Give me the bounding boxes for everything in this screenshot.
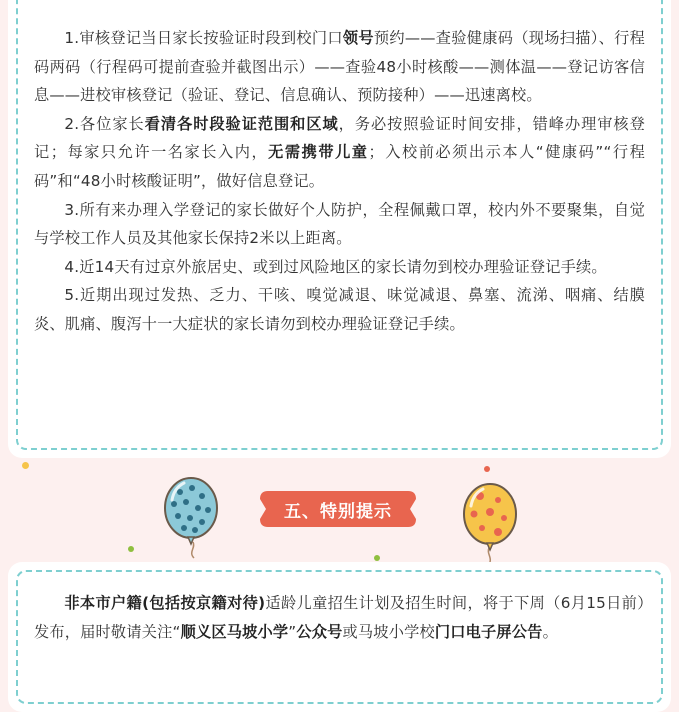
body-text: 。 (542, 623, 558, 641)
confetti-dot-icon (484, 466, 490, 472)
special-notice-text (34, 589, 645, 647)
body-text: 1.审核登记当日家长按验证时段到校门口 (64, 29, 343, 47)
notice-item (34, 24, 645, 110)
notice-item (34, 253, 645, 282)
body-text: ；入校前必须出示本人“健康码”“行程码”和“48小时核酸证明”，做好信息登记。 (34, 143, 645, 190)
emphasis-text: 公众号 (296, 623, 343, 641)
body-text: ” (288, 623, 297, 641)
body-text: ，务必按照验证时间安排，错峰办理审核登记；每家只允许一名家长入内， (34, 114, 645, 162)
balloon-yellow-icon (458, 480, 522, 570)
emphasis-text: 领号 (342, 29, 374, 47)
section-header (258, 488, 418, 530)
special-notice-paragraph (34, 589, 645, 647)
notice-list (34, 24, 645, 339)
body-text: 或马坡小学校 (342, 623, 435, 641)
notice-item (34, 281, 645, 338)
notice-item (34, 196, 645, 253)
emphasis-text: 非本市户籍(包括按京籍对待) (64, 594, 266, 612)
section-title: 五、特别提示 (284, 502, 392, 522)
emphasis-text: 顺义区马坡小学 (180, 623, 289, 641)
body-text: 3.所有来办理入学登记的家长做好个人防护，全程佩戴口罩，校内外不要聚集，自觉与学校工作人员及其他家长保持2米以上距离。 (34, 200, 645, 248)
emphasis-text: 看清各时段验证范围和区域 (144, 114, 339, 133)
notice-item (34, 110, 645, 196)
body-text: 适龄儿童招生计划及招生时间，将于下周（6月15日前）发布，届时敬请关注“ (34, 594, 645, 641)
body-text: 2.各位家长 (64, 114, 145, 133)
confetti-dot-icon (374, 555, 380, 561)
confetti-dot-icon (22, 462, 29, 469)
balloon-blue-icon (160, 474, 224, 564)
emphasis-text: 门口电子屏公告 (434, 623, 543, 641)
body-text: 5.近期出现过发热、乏力、干咳、嗅觉减退、味觉减退、鼻塞、流涕、咽痛、结膜炎、肌痛、腹泻十一大症状的家长请勿到校办理验证登记手续。 (34, 286, 645, 333)
emphasis-text: 无需携带儿童 (268, 143, 369, 162)
body-text: 预约——查验健康码（现场扫描）、行程码两码（行程码可提前查验并截图出示）——查验48小时核酸——测体温——登记访客信息——进校审核登记（验证、登记、信息确认、预防接种）——迅速离校。 (34, 29, 645, 105)
body-text: 4.近14天有过京外旅居史、或到过风险地区的家长请勿到校办理验证登记手续。 (64, 257, 607, 276)
confetti-dot-icon (128, 546, 134, 552)
